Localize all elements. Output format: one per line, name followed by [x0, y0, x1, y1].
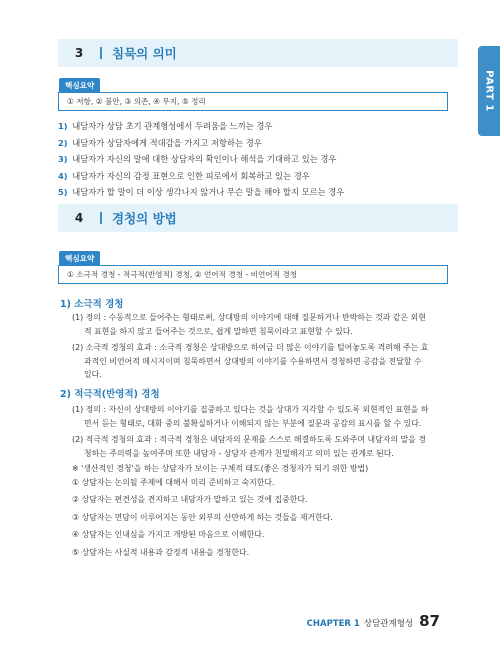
list-item: 2) 내담자가 상담자에게 적대감을 가지고 저항하는 경우	[58, 137, 262, 148]
list-item: 5) 내담자가 할 말이 더 이상 생각나지 않거나 무슨 말을 해야 할지 모르는 경우	[58, 187, 345, 197]
list-item: ② 상담자는 편견성을 견지하고 내담자가 말하고 있는 것에 집중한다.	[72, 495, 308, 505]
list-item: ③ 상담자는 면담이 이루어지는 동안 외부의 산만하게 하는 것들을 제거한다.	[72, 512, 333, 522]
passive-listening-definition: (1) 정의 : 수동적으로 들어주는 형태로써, 상대방의 이야기에 대해 질문하거나 반박하는 것과 같은 외현 적 표현을 하지 않고 들어주는 것으로, 쉽게 말하면 침묵이라고 표현할 수 있다.	[72, 313, 426, 336]
active-listening-effect: (2) 적극적 경청의 효과 : 적극적 경청은 내담자의 문제를 스스로 해결하도록 도와주며 내담자의 말을 경 청하는 주의력을 높여주며 또한 내담자 - 상담자 관계가 친밀해지고 의미 있는 관계로 된다.	[72, 435, 426, 458]
section-title: 경청의 방법	[112, 211, 177, 226]
section-number: 3	[74, 46, 84, 60]
list-item: 1) 내담자가 상담 초기 관계형성에서 두려움을 느끼는 경우	[58, 121, 273, 131]
key-summary-label: 핵심요약	[59, 251, 100, 266]
list-item: ⑤ 상담자는 사실적 내용과 감정적 내용을 경청한다.	[72, 547, 250, 557]
section-divider	[100, 212, 102, 224]
footer-chapter: CHAPTER 1	[306, 619, 360, 629]
list-item: ④ 상담자는 인내심을 가지고 개방된 마음으로 이해한다.	[72, 530, 265, 540]
section-title: 침묵의 의미	[112, 46, 177, 61]
active-listening-definition: (1) 정의 : 자신이 상대방의 이야기를 집중하고 있다는 것을 상대가 지각할 수 있도록 외현적인 표현을 하 면서 듣는 형태로, 대화 중의 불확실하거나 이해되지 않는 부분에 질문과 공감의 표시를 할 수 있다.	[72, 405, 429, 428]
silence-meaning-list	[58, 118, 458, 201]
section-number: 4	[74, 211, 84, 225]
passive-listening-effect: (2) 소극적 경청의 효과 : 소극적 경청은 상대방으로 하여금 더 많은 이야기를 털어놓도록 격려해 주는 효 과적인 비언어적 메시지이며 침묵하면서 상대방의 이야기를 수용하면서 경청하면 공감을 전달할 수 있다.	[72, 343, 429, 380]
productive-listening-note: ※ '생산적인 경청'을 하는 상담자가 보이는 구체적 태도(좋은 경청자가 되기 위한 방법)	[72, 464, 369, 473]
sub-heading-passive: 1) 소극적 경청	[60, 299, 124, 310]
footer-chapter-title: 상담관계형성	[363, 619, 414, 629]
key-summary-text: ① 소극적 경청 - 적극적(반영적) 경청, ② 언어적 경청 - 비언어적 경청	[67, 270, 298, 279]
page-number: 87	[419, 612, 440, 630]
part-tab-label: PART 1	[483, 70, 495, 112]
list-item: 3) 내담자가 자신의 말에 대한 상담자의 확인이나 해석을 기대하고 있는 경우	[58, 154, 337, 164]
list-item: ① 상담자는 논의될 주제에 대해서 미리 준비하고 숙지한다.	[72, 478, 275, 487]
key-summary-box	[58, 265, 448, 284]
sub-heading-active: 2) 적극적(반영적) 경청	[60, 389, 160, 400]
key-summary-text: ① 저항, ② 불안, ③ 의존, ④ 무지, ⑤ 정리	[67, 97, 206, 106]
section-divider	[100, 47, 102, 59]
part-tab	[478, 46, 500, 136]
section-header-3	[58, 39, 458, 67]
page-footer	[307, 612, 440, 630]
key-summary-label: 핵심요약	[59, 78, 100, 93]
list-item: 4) 내담자가 자신의 감정 표현으로 인한 피로에서 회복하고 있는 경우	[58, 170, 310, 181]
section-header-4	[58, 204, 458, 232]
good-listener-list	[72, 474, 447, 561]
key-summary-box	[58, 92, 448, 111]
